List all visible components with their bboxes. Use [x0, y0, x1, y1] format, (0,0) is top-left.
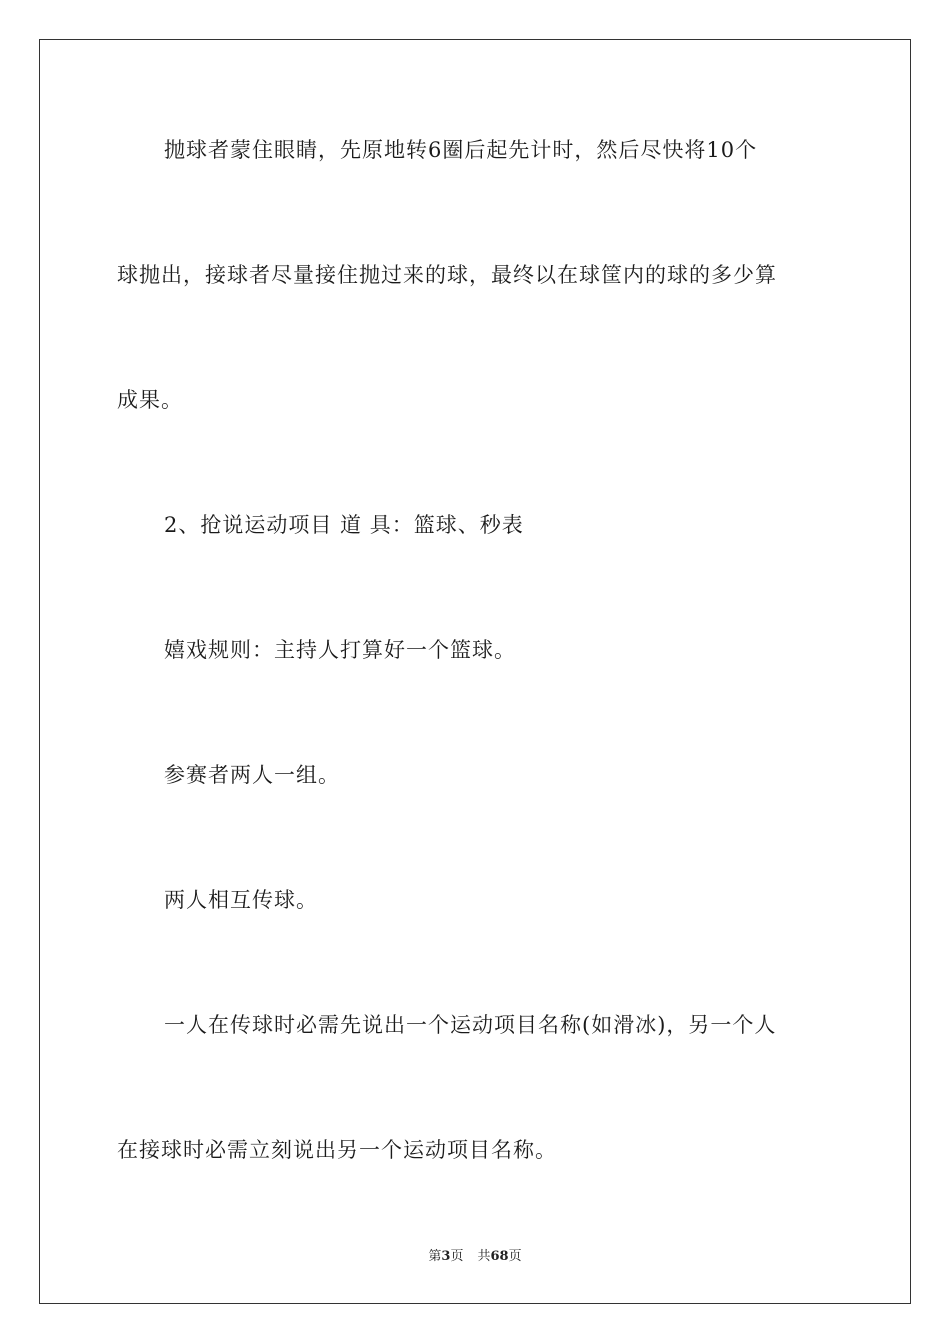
paragraph-line-4: 2、抢说运动项目 道 具：篮球、秒表 [164, 513, 524, 537]
footer-total-prefix: 共 [477, 1249, 491, 1264]
footer-total-suffix: 页 [508, 1249, 522, 1264]
paragraph-line-8: 一人在传球时必需先说出一个运动项目名称(如滑冰)，另一个人 [164, 1013, 777, 1037]
paragraph-line-9: 在接球时必需立刻说出另一个运动项目名称。 [117, 1138, 557, 1162]
footer-total-pages: 68 [490, 1249, 509, 1264]
footer-page-prefix: 第 [428, 1249, 442, 1264]
footer-page-number: 3 [441, 1249, 451, 1264]
page-border [39, 39, 911, 1304]
footer-page-suffix: 页 [450, 1249, 464, 1264]
paragraph-line-6: 参赛者两人一组。 [164, 763, 340, 787]
paragraph-line-2: 球抛出，接球者尽量接住抛过来的球，最终以在球筐内的球的多少算 [117, 263, 777, 287]
paragraph-line-7: 两人相互传球。 [164, 888, 318, 912]
paragraph-line-3: 成果。 [117, 388, 183, 412]
paragraph-line-5: 嬉戏规则：主持人打算好一个篮球。 [164, 638, 516, 662]
paragraph-line-1: 抛球者蒙住眼睛，先原地转6圈后起先计时，然后尽快将10个 [164, 138, 758, 162]
page-footer [0, 1248, 950, 1266]
